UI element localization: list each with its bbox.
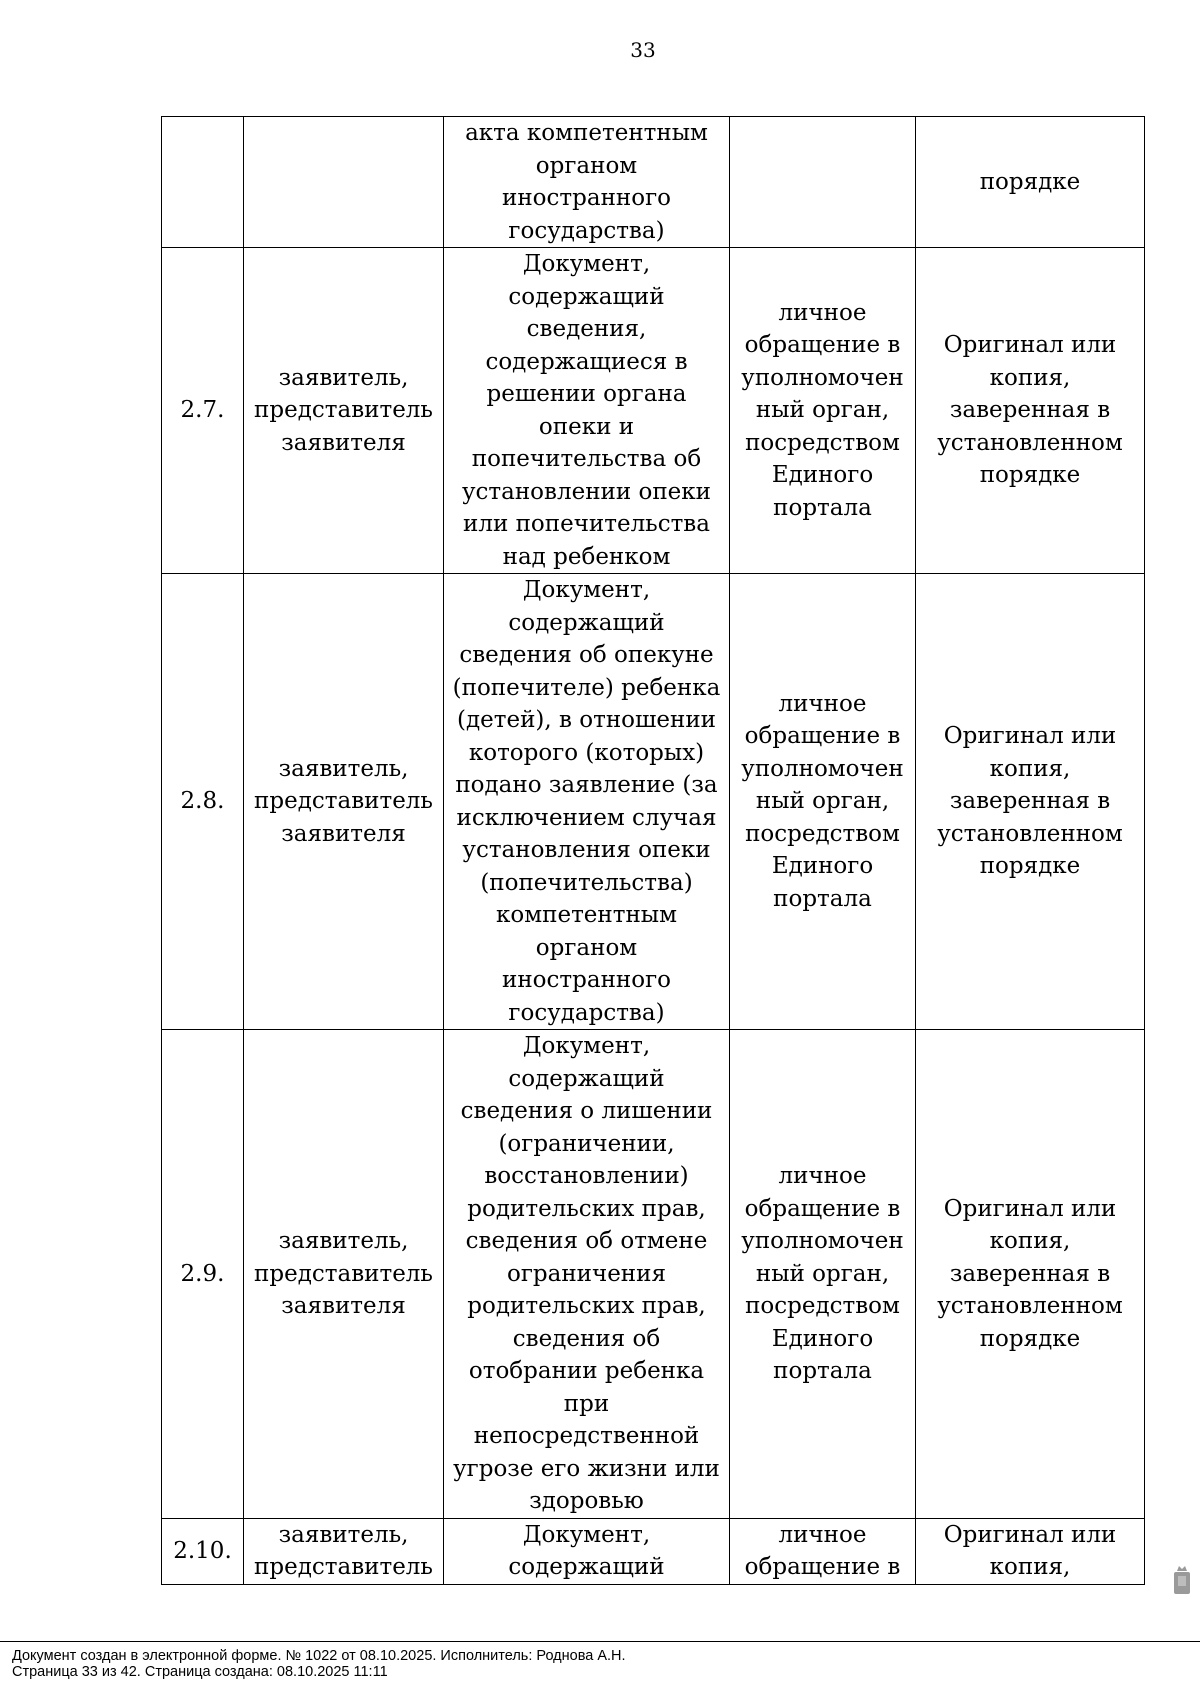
row-number-cell: 2.8. xyxy=(162,574,244,1030)
submission-method-cell: личное обращение в уполномочен ный орган, посредством Единого портала xyxy=(730,574,916,1030)
document-cell: акта компетентным органом иностранного государства) xyxy=(444,117,730,248)
table-row xyxy=(162,1030,1145,1519)
submission-method-cell: личное обращение в xyxy=(730,1518,916,1584)
document-form-cell: Оригинал или копия, заверенная в установленном порядке xyxy=(916,574,1145,1030)
applicant-cell xyxy=(244,117,444,248)
table-row xyxy=(162,1518,1145,1584)
document-cell: Документ, содержащий xyxy=(444,1518,730,1584)
document-cell: Документ, содержащий сведения о лишении (ограничении, восстановлении) родительских прав, сведения об отмене ограничения родительских прав, сведения об отобрании ребенка при непосредственной угрозе его жизни или здоровью xyxy=(444,1030,730,1519)
row-number-cell: 2.7. xyxy=(162,248,244,574)
document-form-cell: Оригинал или копия, xyxy=(916,1518,1145,1584)
applicant-cell: заявитель, представитель xyxy=(244,1518,444,1584)
row-number-cell: 2.9. xyxy=(162,1030,244,1519)
applicant-cell: заявитель, представитель заявителя xyxy=(244,574,444,1030)
document-form-cell: Оригинал или копия, заверенная в установленном порядке xyxy=(916,248,1145,574)
table-row xyxy=(162,117,1145,248)
page-number: 33 xyxy=(630,38,656,62)
document-cell: Документ, содержащий сведения об опекуне (попечителе) ребенка (детей), в отношении которого (которых) подано заявление (за исключением случая установления опеки (попечительства) компетентным органом иностранного государства) xyxy=(444,574,730,1030)
documents-table xyxy=(161,116,1145,1585)
document-form-cell: Оригинал или копия, заверенная в установленном порядке xyxy=(916,1030,1145,1519)
document-footer xyxy=(12,1648,626,1680)
row-number-cell: 2.10. xyxy=(162,1518,244,1584)
footer-line-page-info: Страница 33 из 42. Страница создана: 08.10.2025 11:11 xyxy=(12,1664,388,1680)
row-number-cell xyxy=(162,117,244,248)
submission-method-cell: личное обращение в уполномочен ный орган, посредством Единого портала xyxy=(730,248,916,574)
table-row xyxy=(162,574,1145,1030)
applicant-cell: заявитель, представитель заявителя xyxy=(244,248,444,574)
footer-line-document-info: Документ создан в электронной форме. № 1022 от 08.10.2025. Исполнитель: Роднова А.Н. xyxy=(12,1648,626,1664)
applicant-cell: заявитель, представитель заявителя xyxy=(244,1030,444,1519)
footer-divider xyxy=(0,1641,1200,1642)
table-row xyxy=(162,248,1145,574)
document-cell: Документ, содержащий сведения, содержащиеся в решении органа опеки и попечительства об установлении опеки или попечительства над ребенком xyxy=(444,248,730,574)
submission-method-cell: личное обращение в уполномочен ный орган, посредством Единого портала xyxy=(730,1030,916,1519)
document-form-cell: порядке xyxy=(916,117,1145,248)
submission-method-cell xyxy=(730,117,916,248)
coat-of-arms-icon xyxy=(1172,1562,1192,1596)
